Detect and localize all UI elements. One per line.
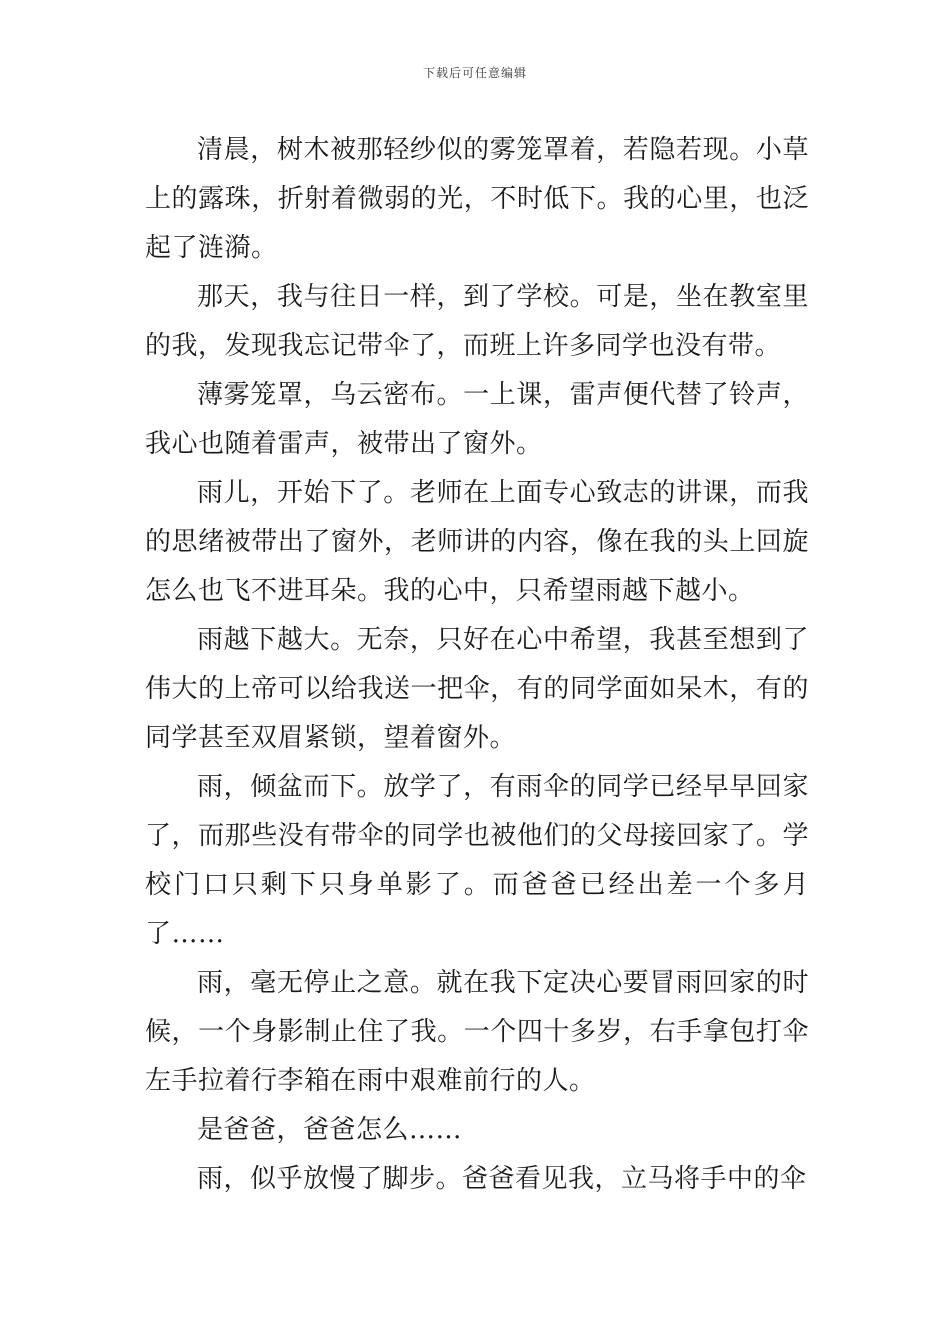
paragraph: 那天，我与往日一样，到了学校。可是，坐在教室里的我，发现我忘记带伞了，而班上许多同学也没有带。 bbox=[145, 282, 809, 361]
paragraph: 雨，似乎放慢了脚步。爸爸看见我，立马将手中的伞 bbox=[197, 1164, 807, 1194]
paragraph: 雨，倾盆而下。放学了，有雨伞的同学已经早早回家了，而那些没有带伞的同学也被他们的父母接回家了。学校门口只剩下只身单影了。而爸爸已经出差一个多月了…… bbox=[145, 772, 809, 949]
page-header: 下载后可任意编辑 bbox=[422, 66, 527, 80]
paragraph: 是爸爸，爸爸怎么…… bbox=[197, 1115, 463, 1145]
paragraph: 雨，毫无停止之意。就在我下定决心要冒雨回家的时候，一个身影制止住了我。一个四十多岁，右手拿包打伞左手拉着行李箱在雨中艰难前行的人。 bbox=[145, 968, 809, 1096]
paragraph: 薄雾笼罩，乌云密布。一上课，雷声便代替了铃声，我心也随着雷声，被带出了窗外。 bbox=[145, 380, 809, 459]
paragraph: 雨越下越大。无奈，只好在心中希望，我甚至想到了伟大的上帝可以给我送一把伞，有的同学面如呆木，有的同学甚至双眉紧锁，望着窗外。 bbox=[145, 625, 809, 753]
paragraph: 清晨，树木被那轻纱似的雾笼罩着，若隐若现。小草上的露珠，折射着微弱的光，不时低下。我的心里，也泛起了涟漪。 bbox=[145, 135, 809, 263]
document-body bbox=[145, 126, 809, 1204]
paragraph: 雨儿，开始下了。老师在上面专心致志的讲课，而我的思绪被带出了窗外，老师讲的内容，像在我的头上回旋怎么也飞不进耳朵。我的心中，只希望雨越下越小。 bbox=[145, 478, 809, 606]
